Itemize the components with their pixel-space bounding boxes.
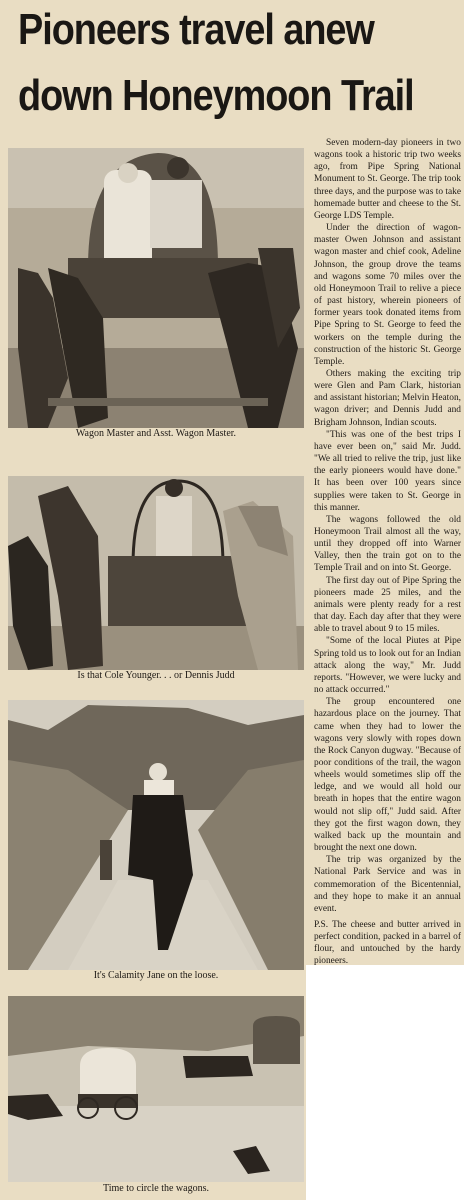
- article-paragraph: "Some of the local Piutes at Pipe Spring told us to look out for an Indian attack along the way," Mr. Judd reports. "However, we were lucky and no attack occurred.": [314, 636, 461, 696]
- headline-line-1: Pioneers travel anew: [18, 5, 374, 54]
- article-postscript: P.S. The cheese and butter arrived in perfect condition, packed in a barrel of flour, and untouched by the hardy pioneers.: [314, 920, 461, 967]
- photo-circle-wagons: [8, 996, 304, 1182]
- photo-cole-younger: [8, 476, 304, 670]
- article-paragraph: The wagons followed the old Honeymoon Trail almost all the way, until they dropped off into Warner Valley, then the train got on to the Temple Trail and on into St. George.: [314, 514, 461, 574]
- headline: [18, 0, 414, 132]
- photo-caption: It's Calamity Jane on the loose.: [93, 970, 219, 981]
- article-paragraph: The group encountered one hazardous place on the journey. That came when they had to lower the wagons very slowly with ropes down the Rock Canyon dugway. "Because of poor conditions of the trail, the wagon wheels would sometimes slip off the ledge, and we would all hold our breath in hopes that the entire wagon would not slip off," Judd said. After they got the first wagon down, they walked back up the mountain and brought the next one down.: [314, 697, 461, 854]
- headline-line-2: down Honeymoon Trail: [18, 71, 414, 120]
- photo-calamity-jane: [8, 700, 304, 970]
- photo-wagon-masters: [8, 148, 304, 428]
- article-paragraph: Others making the exciting trip were Glen and Pam Clark, historian and assistant historian; Melvin Heaton, wagon driver; and Dennis Judd and Brigham Johnson, Indian scouts.: [314, 368, 461, 428]
- photo-caption: Time to circle the wagons.: [102, 1183, 209, 1194]
- article-paragraph: The trip was organized by the National Park Service and was in commemoration of the Bicentennial, and they hope to make it an annual event.: [314, 855, 461, 914]
- photo-caption: Is that Cole Younger. . . or Dennis Judd: [77, 670, 235, 681]
- article-paragraph: "This was one of the best trips I have ever been on," said Mr. Judd. "We all tried to relive the trip, just like the early pioneers would have done." It has been over 100 years since supplies were taken to St. George in this manner.: [314, 429, 461, 513]
- photo-caption: Wagon Master and Asst. Wagon Master.: [75, 428, 237, 439]
- article-body: [314, 137, 461, 968]
- article-paragraph: The first day out of Pipe Spring the pioneers made 25 miles, and the animals were plenty ready for a rest that day. Each day after that they were able to travel about 9 to 15 miles.: [314, 575, 461, 635]
- article-paragraph: Under the direction of wagon-master Owen Johnson and assistant wagon master and chief cook, Adeline Johnson, the group drove the teams and wagons some 70 miles over the old Honeymoon Trail to relive a piece of past history, wherein pioneers of former years took donated items from Pipe Spring to St. George to feed the workers on the temple during the construction of the historic St. George Temple.: [314, 223, 461, 367]
- article-paragraph: Seven modern-day pioneers in two wagons took a historic trip two weeks ago, from Pipe Spring National Monument to St. George. The trip took three days, and the purpose was to take homemade butter and cheese to the St. George LDS Temple.: [314, 138, 461, 221]
